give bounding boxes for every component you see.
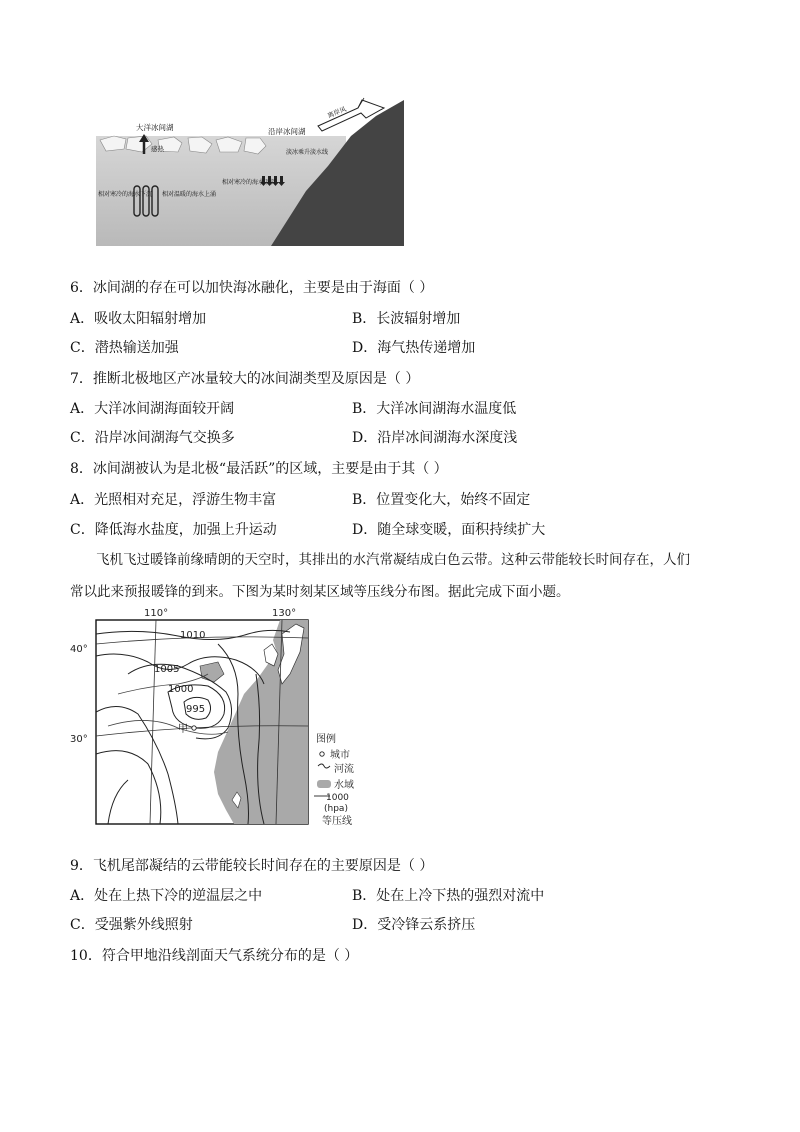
legend-isobar-label: 等压线: [322, 816, 352, 827]
label-ocean-lake: 大洋冰间湖: [136, 123, 174, 132]
isobar-995-label: 995: [186, 704, 206, 715]
label-coastal-lake: 沿岸冰间湖: [268, 127, 306, 136]
label-left-warm-rise: 相对温暖的海水上涌: [162, 191, 217, 198]
q9-option-c: C．受强紫外线照射: [70, 917, 193, 933]
q7-stem: 7．推断北极地区产冰量较大的冰间湖类型及原因是（ ）: [70, 371, 420, 387]
legend-isobar-value: 1000: [326, 793, 349, 803]
legend-isobar-unit: (hpa): [324, 804, 348, 814]
q9-option-a: A．处在上热下冷的逆温层之中: [70, 888, 263, 904]
polynya-diagram-svg: [96, 96, 404, 246]
passage-line-1: 飞机飞过暖锋前缘晴朗的天空时，其排出的水汽常凝结成白色云带。这种云带能较长时间存在，人们: [96, 552, 690, 568]
isobar-1010-label: 1010: [180, 630, 206, 641]
lat-40-label: 40°: [70, 644, 88, 655]
q6-option-b: B．长波辐射增加: [352, 311, 461, 327]
legend-river-symbol: [318, 764, 330, 768]
legend-city-label: 城市: [330, 750, 350, 761]
q8-option-c: C．降低海水盐度，加强上升运动: [70, 522, 277, 538]
q9-stem: 9．飞机尾部凝结的云带能较长时间存在的主要原因是（ ）: [70, 858, 434, 874]
lon-130-label: 130°: [272, 608, 297, 619]
q9-option-d: D．受冷锋云系挤压: [352, 917, 476, 933]
q8-option-b: B．位置变化大，始终不固定: [352, 492, 531, 508]
isobar-map: [68, 604, 368, 832]
q8-stem: 8．冰间湖被认为是北极“最活跃”的区域，主要是由于其（ ）: [70, 461, 448, 477]
label-fresh-water: 淡冰乘升淡水线: [286, 149, 329, 156]
isobar-1005-label: 1005: [154, 664, 180, 675]
q8-option-a: A．光照相对充足，浮游生物丰富: [70, 492, 277, 508]
point-jia-marker: [192, 726, 196, 730]
label-left-cold-sink: 相对寒冷的海水下沉: [98, 191, 153, 198]
isobar-1000-label: 1000: [168, 684, 194, 695]
q6-option-a: A．吸收太阳辐射增加: [70, 311, 207, 327]
q9-option-b: B．处在上冷下热的强烈对流中: [352, 888, 545, 904]
point-jia-label: 甲: [178, 724, 188, 735]
legend-city-symbol: [320, 752, 324, 756]
lon-110-label: 110°: [144, 608, 169, 619]
q6-option-d: D．海气热传递增加: [352, 340, 476, 356]
q7-option-a: A．大洋冰间湖海面较开阔: [70, 401, 235, 417]
label-offshore-wind: 离岸风: [326, 105, 348, 120]
legend-water-label: 水域: [334, 780, 354, 791]
q6-option-c: C．潜热输送加强: [70, 340, 179, 356]
legend-water-symbol: [317, 780, 331, 788]
label-coastal-cold-sink: 相对寒冷的海水下沉: [222, 179, 277, 186]
q8-option-d: D．随全球变暖，面积持续扩大: [352, 522, 546, 538]
legend-river-label: 河流: [334, 764, 354, 775]
q7-option-b: B．大洋冰间湖海水温度低: [352, 401, 517, 417]
q10-stem: 10．符合甲地沿线剖面天气系统分布的是（ ）: [70, 948, 359, 964]
q6-stem: 6．冰间湖的存在可以加快海冰融化，主要是由于海面（ ）: [70, 280, 434, 296]
passage-line-2: 常以此来预报暖锋的到来。下图为某时刻某区域等压线分布图。据此完成下面小题。: [70, 584, 570, 600]
q7-option-c: C．沿岸冰间湖海气交换多: [70, 430, 235, 446]
lat-30-label: 30°: [70, 734, 88, 745]
polynya-diagram: [96, 96, 404, 246]
isobar-map-svg: [68, 604, 368, 832]
legend-title: 图例: [316, 734, 336, 745]
label-heat: 感热: [151, 145, 164, 153]
q7-option-d: D．沿岸冰间湖海水深度浅: [352, 430, 518, 446]
